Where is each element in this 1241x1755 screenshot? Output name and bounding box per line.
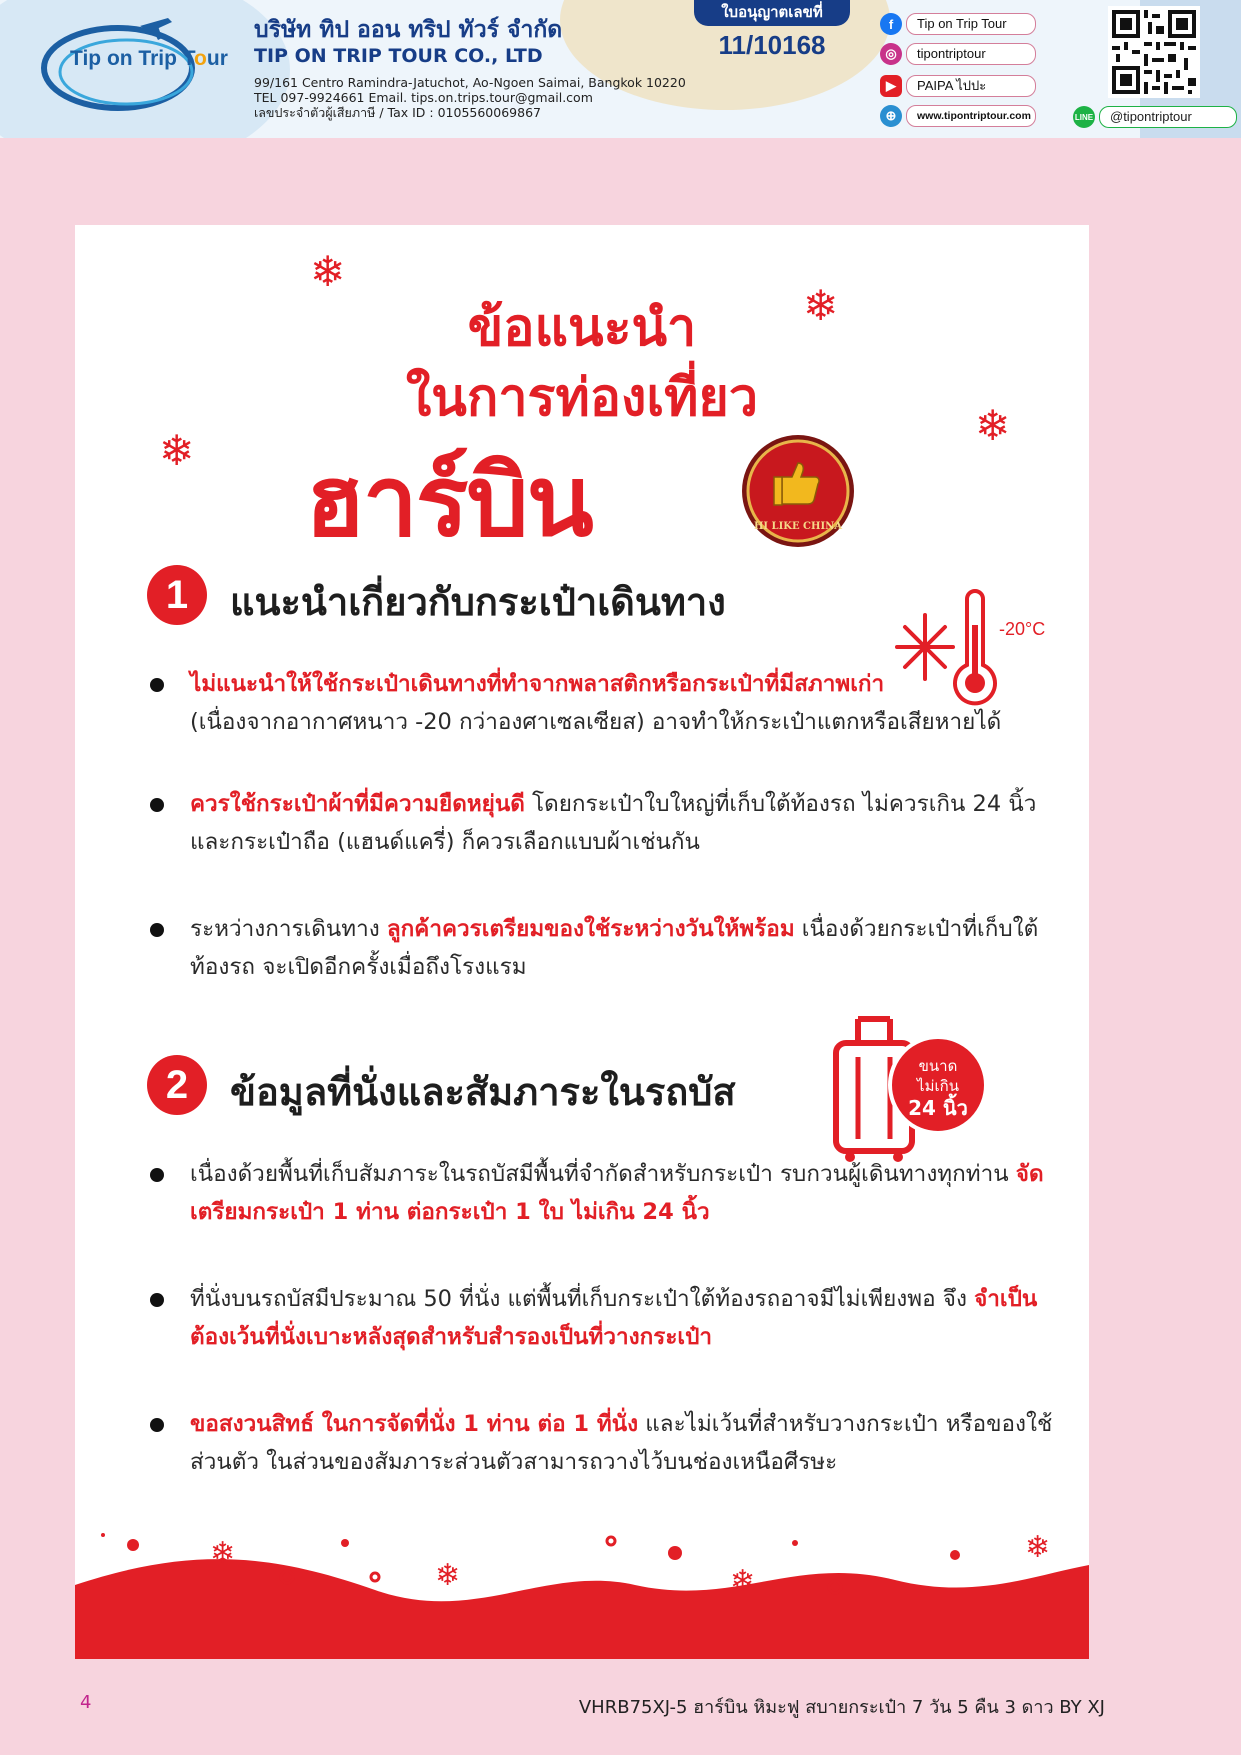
youtube-icon: ▶ (880, 75, 902, 97)
line-icon: LINE (1073, 106, 1095, 128)
section-1-bullet: ระหว่างการเดินทาง ลูกค้าควรเตรียมของใช้ระหว่างวันให้พร้อม เนื่องด้วยกระเป๋าที่เก็บใต้ท้องรถ จะเปิดอีกครั้งเมื่อถึงโรงแรม (190, 910, 1070, 986)
globe-icon: ⊕ (880, 105, 902, 127)
page-number: 4 (80, 1692, 92, 1713)
section-1-number: 1 (147, 565, 207, 625)
harbin-travel-tips-poster (75, 225, 1089, 1659)
section-1-bullet: ควรใช้กระเป๋าผ้าที่มีความยืดหยุ่นดี โดยกระเป๋าใบใหญ่ที่เก็บใต้ท้องรถ ไม่ควรเกิน 24 นิ้ว และกระเป๋าถือ (แฮนด์แครี่) ก็ควรเลือกแบบผ้าเช่นกัน (190, 785, 1070, 861)
company-header (0, 0, 1241, 138)
company-address: 99/161 Centro Ramindra-Jatuchot, Ao-Ngoen Saimai, Bangkok 10220 (254, 75, 686, 90)
company-address-block (254, 75, 686, 120)
instagram-icon: ◎ (880, 43, 902, 65)
section-2-bullet: ที่นั่งบนรถบัสมีประมาณ 50 ที่นั่ง แต่พื้นที่เก็บกระเป๋าใต้ท้องรถอาจมีไม่เพียงพอ จึง จำเป็นต้องเว้นที่นั่งเบาะหลังสุดสำหรับสำรองเป็นที่วางกระเป๋า (190, 1280, 1070, 1356)
snowflake-icon: ❄ (1025, 1530, 1051, 1565)
license-label: ใบอนุญาตเลขที่ (694, 0, 850, 26)
company-name-english: TIP ON TRIP TOUR CO., LTD (254, 45, 543, 67)
poster-title-harbin: ฮาร์บิน (305, 445, 592, 559)
badge-text: HI LIKE CHINA (753, 521, 843, 532)
website-url: www.tipontriptour.com (906, 105, 1036, 127)
section-1-bullet: ไม่แนะนำให้ใช้กระเป๋าเดินทางที่ทำจากพลาสติกหรือกระเป๋าที่มีสภาพเก่า (เนื่องจากอากาศหนาว -20 กว่าองศาเซลเซียส) อาจทำให้กระเป๋าแตกหรือเสียหายได้ (190, 665, 1070, 741)
section-2-bullet: ขอสงวนสิทธ์ ในการจัดที่นั่ง 1 ท่าน ต่อ 1 ที่นั่ง และไม่เว้นที่สำหรับวางกระเป๋า หรือของใช้ส่วนตัว ในส่วนของสัมภาระส่วนตัวสามารถวางไว้บนช่องเหนือศีรษะ (190, 1405, 1070, 1481)
document-code: VHRB75XJ-5 ฮาร์บิน หิมะฟู สบายกระเป๋า 7 วัน 5 คืน 3 ดาว BY XJ (578, 1697, 1105, 1718)
section-2-title: ข้อมูลที่นั่งและสัมภาระในรถบัส (230, 1070, 736, 1114)
youtube-channel: PAIPA ไปปะ (906, 75, 1036, 97)
section-2-bullet: เนื่องด้วยพื้นที่เก็บสัมภาระในรถบัสมีพื้นที่จำกัดสำหรับกระเป๋า รบกวนผู้เดินทางทุกท่าน จัดเตรียมกระเป๋า 1 ท่าน ต่อกระเป๋า 1 ใบ ไม่เกิน 24 นิ้ว (190, 1155, 1070, 1231)
hi-like-china-badge (740, 433, 856, 549)
snowflake-icon: ❄ (803, 281, 839, 330)
poster-title-line1: ข้อแนะนำ (467, 298, 697, 358)
logo-wordmark: Tip on Trip Tour (70, 47, 228, 70)
company-name-thai: บริษัท ทิป ออน ทริป ทัวร์ จำกัด (254, 17, 563, 43)
facebook-link[interactable] (880, 13, 1036, 35)
license-number: 11/10168 (718, 30, 826, 60)
youtube-link[interactable] (880, 75, 1036, 97)
line-link[interactable] (1073, 106, 1237, 128)
facebook-icon: f (880, 13, 902, 35)
company-contact: TEL 097-9924661 Email. tips.on.trips.tour@gmail.com (254, 90, 593, 105)
website-link[interactable] (880, 105, 1036, 127)
snowflake-icon: ❄ (310, 247, 346, 296)
instagram-link[interactable] (880, 43, 1036, 65)
section-2-number: 2 (147, 1055, 207, 1115)
snowflake-icon: ❄ (435, 1558, 461, 1593)
snowflake-icon: ❄ (975, 401, 1011, 450)
temperature-label: -20°C (999, 619, 1046, 639)
svg-text:ไม่เกิน: ไม่เกิน (917, 1077, 959, 1095)
line-handle: @tipontriptour (1099, 106, 1237, 128)
poster-title-line2: ในการท่องเที่ยว (405, 368, 759, 428)
suitcase-icon (830, 1005, 990, 1165)
qr-code[interactable] (1108, 6, 1200, 98)
instagram-handle: tipontriptour (906, 43, 1036, 65)
qr-code-icon (1108, 6, 1200, 98)
snowflake-icon: ❄ (210, 1536, 236, 1571)
section-1-title: แนะนำเกี่ยวกับกระเป๋าเดินทาง (230, 580, 726, 624)
snow-wave-decoration (75, 1515, 1089, 1659)
snowflake-icon: ❄ (730, 1564, 756, 1599)
company-tax-id: เลขประจำตัวผู้เสียภาษี / Tax ID : 0105560069867 (254, 105, 541, 120)
svg-text:ขนาด: ขนาด (918, 1057, 958, 1075)
svg-text:24 นิ้ว: 24 นิ้ว (908, 1096, 968, 1120)
facebook-handle: Tip on Trip Tour (906, 13, 1036, 35)
snowflake-icon: ❄ (159, 426, 195, 475)
